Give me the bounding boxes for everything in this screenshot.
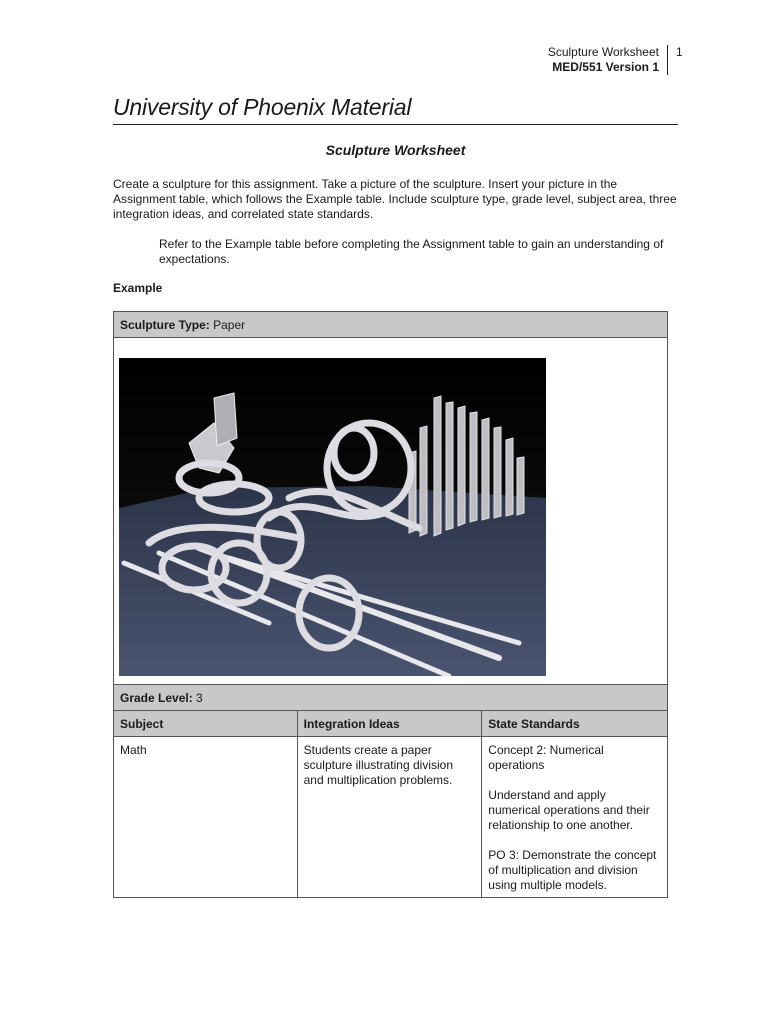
sculpture-photo-row	[114, 338, 668, 685]
cell-state-standards	[482, 737, 668, 898]
col-header-subject: Subject	[114, 711, 298, 737]
header-doc-name: Sculpture Worksheet	[547, 45, 659, 59]
grade-level-cell	[114, 685, 668, 711]
sculpture-photo	[119, 358, 546, 676]
col-header-state-standards: State Standards	[482, 711, 668, 737]
column-header-row	[114, 711, 668, 737]
cell-integration-ideas	[297, 737, 482, 898]
table-row	[114, 737, 668, 898]
header-course-version: MED/551 Version 1	[552, 60, 659, 74]
example-table	[113, 311, 668, 898]
standard-concept: Concept 2: Numerical operations	[488, 743, 604, 772]
cell-subject: Math	[114, 737, 298, 898]
grade-level-label: Grade Level:	[120, 691, 193, 705]
page-title: University of Phoenix Material	[113, 94, 678, 125]
integration-idea-text: Students create a paper sculpture illustrating division and multiplication problems.	[303, 743, 454, 787]
standard-po: PO 3: Demonstrate the concept of multiplication and division using multiple models.	[488, 848, 657, 892]
sculpture-type-row	[114, 312, 668, 338]
col-header-integration-ideas: Integration Ideas	[297, 711, 482, 737]
worksheet-title: Sculpture Worksheet	[325, 142, 466, 158]
sculpture-photo-cell	[114, 338, 668, 685]
page-number: 1	[676, 45, 683, 59]
running-header	[548, 45, 668, 75]
sculpture-type-value: Paper	[209, 318, 246, 332]
intro-paragraph: Create a sculpture for this assignment. Take a picture of the sculpture. Insert your picture in the Assignment table, which follows the Example table. Include sculpture type, grade level, subject area, three integration ideas, and correlated state standards.	[113, 177, 677, 221]
example-heading: Example	[113, 281, 163, 295]
refer-paragraph: Refer to the Example table before completing the Assignment table to gain an understanding of expectations.	[159, 237, 664, 266]
grade-level-value: 3	[192, 691, 203, 705]
grade-level-row	[114, 685, 668, 711]
standard-description: Understand and apply numerical operations and their relationship to one another.	[488, 788, 650, 832]
sculpture-type-label: Sculpture Type:	[120, 318, 210, 332]
sculpture-type-cell	[114, 312, 668, 338]
